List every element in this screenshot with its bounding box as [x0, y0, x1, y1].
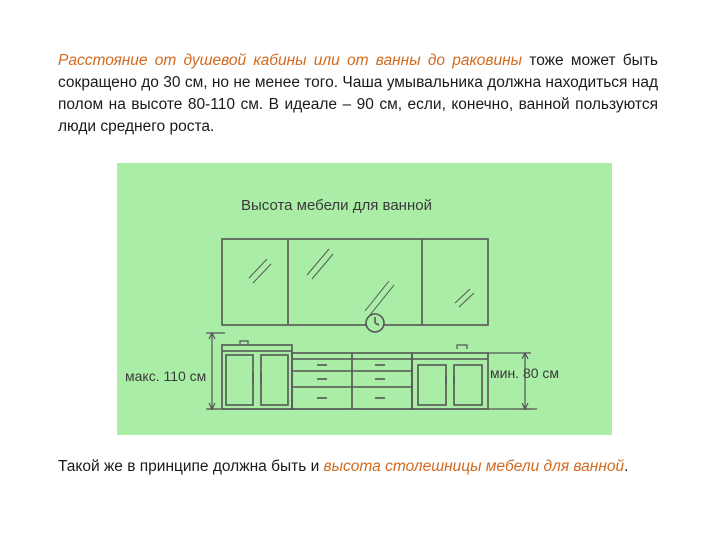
countertop-text-after: . [624, 458, 629, 475]
intro-paragraph [58, 50, 658, 138]
right-dimension-line [488, 353, 531, 409]
figure-title: Высота мебели для ванной [241, 197, 432, 214]
mirror [222, 239, 488, 325]
countertop-text-before: Такой же в принципе должна быть и [58, 458, 324, 475]
bathroom-furniture-height-figure [117, 163, 612, 435]
min-height-label: мин. 80 см [490, 365, 560, 381]
countertop-height-link[interactable]: высота столешницы мебели для ванной [323, 458, 625, 475]
mirror-reflection-marks [249, 249, 474, 315]
max-height-label: макс. 110 см [125, 368, 207, 384]
right-cabinet [412, 353, 488, 409]
shower-to-sink-distance-link[interactable]: Расстояние от душевой кабины или от ванны до раковины [58, 52, 523, 69]
countertop-paragraph [58, 456, 698, 478]
intro-paragraph-text: тоже может быть сокращено до 30 см, но не менее того. Чаша умывальника должна находиться над полом на высоте 80-110 см. В идеале – 90 см, если, конечно, ванной пользуются люди среднего роста. [58, 52, 658, 135]
